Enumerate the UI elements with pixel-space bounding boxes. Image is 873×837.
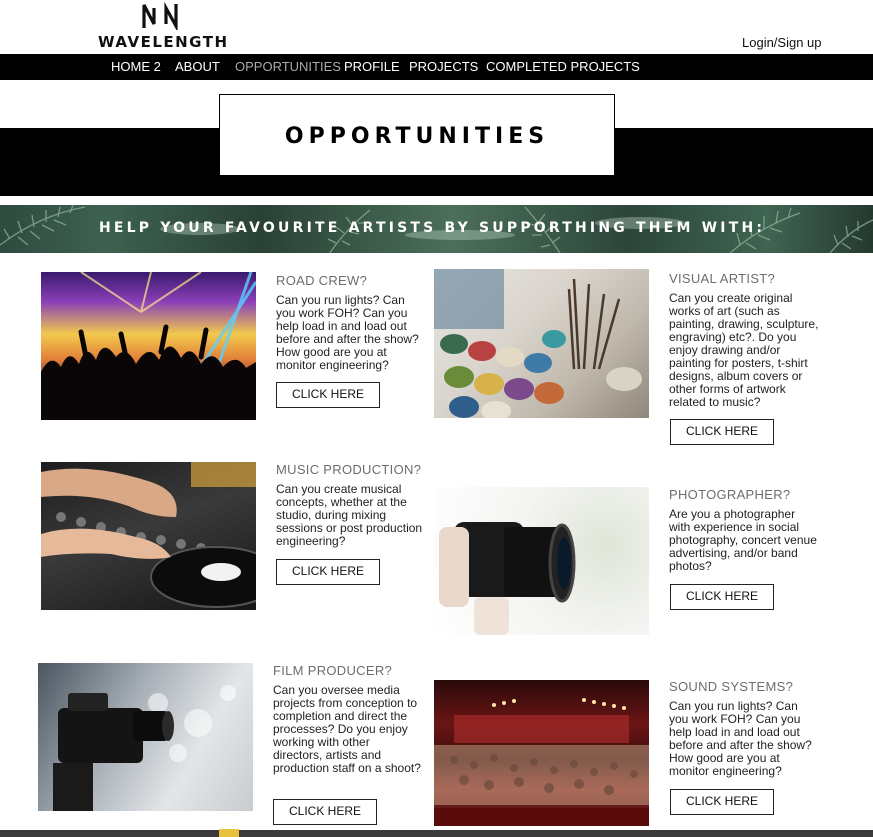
nav-item-home-2[interactable]: HOME 2 [111, 59, 161, 74]
photographer-title: PHOTOGRAPHER? [669, 487, 791, 502]
concert-crowd-image [41, 272, 256, 420]
nav-item-profile[interactable]: PROFILE [344, 59, 400, 74]
banner-text: HELP YOUR FAVOURITE ARTISTS BY SUPPORTHING THEM WITH: [99, 220, 766, 236]
nav-item-about[interactable]: ABOUT [175, 59, 220, 74]
page-title-box [219, 94, 615, 176]
road-crew-description: Can you run lights? Can you work FOH? Can you help load in and load out before and after the show? How good are you at monitor engineering? [276, 293, 419, 372]
visual-artist-description: Can you create original works of art (such as painting, drawing, sculpture, engraving) etc?. Do you enjoy drawing and/or painting for posters, t-shirt designs, album covers or other forms of artwork related to music? [669, 291, 819, 409]
music-production-title: MUSIC PRODUCTION? [276, 462, 422, 477]
film-producer-title: FILM PRODUCER? [273, 663, 393, 678]
visual-artist-title: VISUAL ARTIST? [669, 271, 776, 286]
photographer-description: Are you a photographer with experience in social photography, concert venue advertising, and/or band photos? [669, 507, 817, 573]
sound-systems-title: SOUND SYSTEMS? [669, 679, 794, 694]
nav-item-opportunities[interactable]: OPPORTUNITIES [235, 59, 341, 74]
visual-artist-click-here-button[interactable]: CLICK HERE [670, 419, 774, 445]
music-production-click-here-button[interactable]: CLICK HERE [276, 559, 380, 585]
login-signup-link[interactable]: Login/Sign up [742, 35, 822, 50]
dj-turntable-image [41, 462, 256, 610]
bottom-bar [0, 830, 873, 837]
main-nav [0, 54, 873, 80]
logo-text[interactable]: WAVELENGTH [98, 33, 229, 51]
camera-lens-image [434, 487, 649, 635]
nav-item-completed-projects[interactable]: COMPLETED PROJECTS [486, 59, 640, 74]
video-camera-image [38, 663, 253, 811]
film-producer-description: Can you oversee media projects from conception to completion and direct the processes? Do you enjoy working with other directors, artists and production staff on a shoot? [273, 683, 421, 775]
photographer-click-here-button[interactable]: CLICK HERE [670, 584, 774, 610]
wavelength-logo-icon[interactable] [140, 2, 180, 30]
sound-systems-description: Can you run lights? Can you work FOH? Can you help load in and load out before and after the show? How good are you at monitor engineering? [669, 699, 812, 778]
page-title: OPPORTUNITIES [284, 124, 550, 149]
paint-jars-image [434, 269, 649, 418]
music-production-description: Can you create musical concepts, whether at the studio, during mixing sessions or post production engineering? [276, 482, 423, 548]
sound-systems-click-here-button[interactable]: CLICK HERE [670, 789, 774, 815]
film-producer-click-here-button[interactable]: CLICK HERE [273, 799, 377, 825]
theatre-audience-image [434, 680, 649, 826]
road-crew-click-here-button[interactable]: CLICK HERE [276, 382, 380, 408]
nav-item-projects[interactable]: PROJECTS [409, 59, 479, 74]
road-crew-title: ROAD CREW? [276, 273, 368, 288]
fern-banner [0, 205, 873, 253]
bottom-badge-icon [219, 829, 239, 837]
